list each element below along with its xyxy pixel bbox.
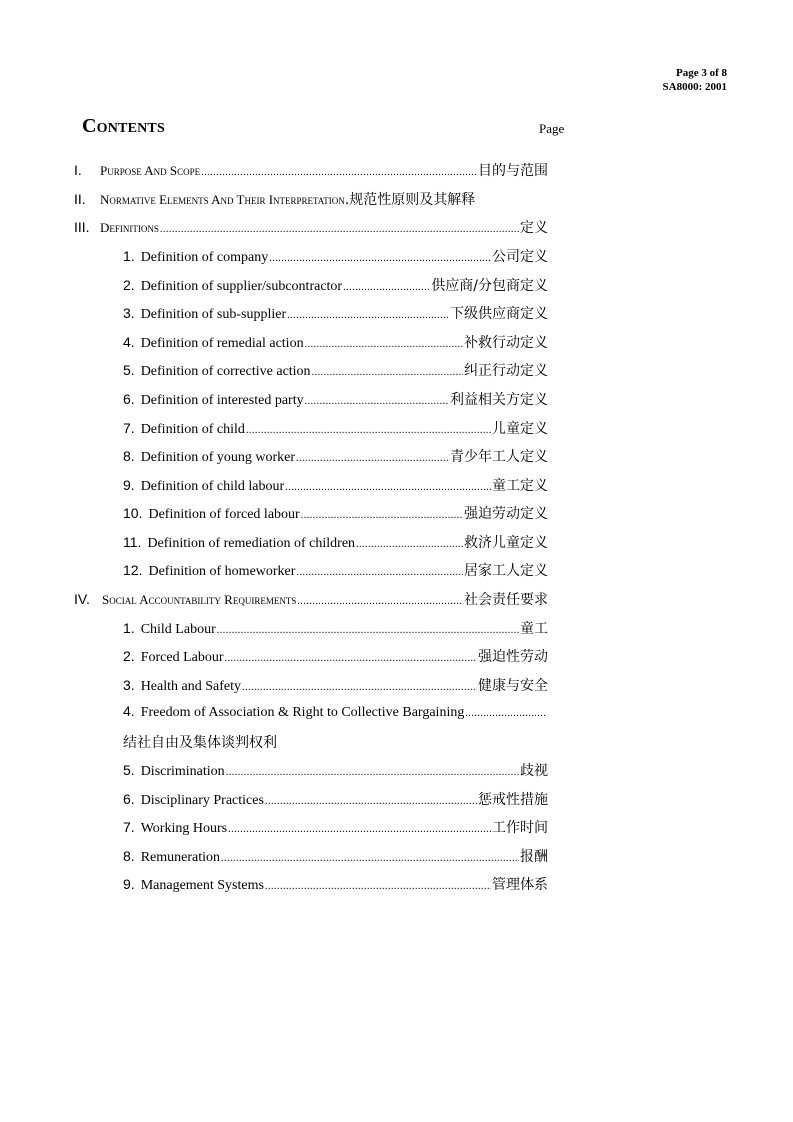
toc-chinese-label: 强迫劳动定义 <box>464 506 548 522</box>
toc-leader <box>225 653 478 664</box>
toc-label: Social Accountability Requirements <box>102 592 297 607</box>
toc-entry[interactable] <box>123 874 548 898</box>
toc-chinese-label: 童工定义 <box>492 478 548 494</box>
toc-chinese-label: 利益相关方定义 <box>450 392 548 408</box>
toc-label: Definitions <box>100 220 159 235</box>
toc-leader <box>265 796 477 807</box>
toc-entry[interactable] <box>123 446 548 470</box>
toc-label: Definition of young worker <box>140 450 296 465</box>
toc-leader <box>287 310 449 321</box>
toc-entry[interactable] <box>123 703 548 727</box>
toc-label: Forced Labour <box>140 650 224 665</box>
toc-chinese-label: 管理体系 <box>492 877 548 893</box>
toc-leader <box>246 425 491 436</box>
toc-entry[interactable] <box>123 817 548 841</box>
toc-label: Definition of remediation of children <box>147 536 356 551</box>
toc-number: 12. <box>123 562 143 578</box>
toc-label: Definition of forced labour <box>148 507 300 522</box>
toc-chinese-label: 救济儿童定义 <box>464 535 548 551</box>
toc-entry[interactable] <box>123 789 548 813</box>
toc-entry[interactable] <box>123 275 548 299</box>
toc-entry[interactable] <box>123 332 548 356</box>
toc-number: 4. <box>123 334 135 350</box>
toc-label: Definition of supplier/subcontractor <box>140 279 343 294</box>
toc-label: Definition of sub-supplier <box>140 307 287 322</box>
toc-entry[interactable] <box>74 189 548 213</box>
toc-number: 3. <box>123 677 135 693</box>
standard-label: SA8000: 2001 <box>662 81 727 93</box>
toc-entry[interactable] <box>123 360 548 384</box>
toc-number: 7. <box>123 420 135 436</box>
toc-label: Definition of child labour <box>140 479 285 494</box>
toc-number: IV. <box>74 591 90 607</box>
page-number: Page 3 of 8 <box>675 67 727 79</box>
toc-entry[interactable] <box>123 503 548 527</box>
toc-number: 5. <box>123 762 135 778</box>
toc-chinese-label: 歧视 <box>520 763 548 779</box>
toc-number: 9. <box>123 477 135 493</box>
toc-chinese-label: 目的与范围 <box>478 163 548 179</box>
toc-chinese-label: .规范性原则及其解释 <box>344 192 476 208</box>
toc-chinese-label: 童工 <box>520 621 548 637</box>
toc-chinese-label: 青少年工人定义 <box>450 449 548 465</box>
page-column-label: Page <box>539 121 565 136</box>
toc-entry[interactable] <box>123 846 548 870</box>
toc-chinese-label: 供应商/分包商定义 <box>431 278 548 294</box>
toc-number: 8. <box>123 848 135 864</box>
toc-leader <box>226 767 519 778</box>
toc-chinese-label: 居家工人定义 <box>464 563 548 579</box>
toc-leader <box>269 253 491 264</box>
toc-chinese-label: 报酬 <box>520 849 548 865</box>
toc-leader <box>305 396 449 407</box>
toc-label: Normative Elements And Their Interpretation <box>100 192 345 207</box>
toc-leader <box>312 367 463 378</box>
toc-label: Definition of company <box>140 250 269 265</box>
toc-chinese-label: 公司定义 <box>492 249 548 265</box>
toc-number: I. <box>74 162 82 178</box>
contents-title: Contents <box>82 115 165 137</box>
toc-leader <box>356 539 463 550</box>
toc-entry[interactable] <box>123 475 548 499</box>
toc-entry[interactable] <box>123 760 548 784</box>
toc-chinese-label: 社会责任要求 <box>464 592 548 608</box>
toc-label: Definition of remedial action <box>140 336 304 351</box>
toc-chinese-label: 纠正行动定义 <box>464 363 548 379</box>
toc-label: Child Labour <box>140 622 216 637</box>
toc-number: 6. <box>123 791 135 807</box>
toc-number: 9. <box>123 876 135 892</box>
toc-entry[interactable] <box>74 160 548 184</box>
toc-entry[interactable] <box>123 560 548 584</box>
toc-leader <box>296 567 463 578</box>
toc-number: 3. <box>123 305 135 321</box>
toc-label: Freedom of Association & Right to Collective Bargaining <box>140 705 465 720</box>
toc-number: 7. <box>123 819 135 835</box>
toc-leader <box>296 453 449 464</box>
toc-leader <box>343 282 430 293</box>
toc-number: 1. <box>123 620 135 636</box>
toc-label: Disciplinary Practices <box>140 793 264 808</box>
toc-label: Definition of homeworker <box>148 564 296 579</box>
toc-entry[interactable] <box>74 589 548 613</box>
toc-number: III. <box>74 219 90 235</box>
toc-number: II. <box>74 191 86 207</box>
toc-leader <box>285 482 491 493</box>
toc-chinese-label: 惩戒性措施 <box>478 792 548 808</box>
toc-chinese-label: 下级供应商定义 <box>450 306 548 322</box>
toc-number: 5. <box>123 362 135 378</box>
toc-number: 8. <box>123 448 135 464</box>
toc-leader <box>160 224 519 235</box>
toc-label: Definition of corrective action <box>140 364 311 379</box>
toc-label: Purpose And Scope <box>100 163 201 178</box>
toc-entry[interactable] <box>123 246 548 270</box>
toc-label: Definition of interested party <box>140 393 304 408</box>
toc-entry[interactable] <box>123 532 548 556</box>
toc-entry[interactable] <box>123 418 548 442</box>
toc-entry[interactable] <box>123 646 548 670</box>
toc-entry[interactable] <box>74 217 548 241</box>
toc-number: 2. <box>123 648 135 664</box>
toc-chinese-label: 补救行动定义 <box>464 335 548 351</box>
toc-number: 10. <box>123 505 143 521</box>
toc-label: Management Systems <box>140 878 264 893</box>
toc-chinese-label: 结社自由及集体谈判权利 <box>123 735 277 751</box>
toc-leader <box>465 708 547 719</box>
toc-number: 11. <box>123 534 142 550</box>
toc-entry[interactable] <box>123 389 548 413</box>
toc-chinese-label: 强迫性劳动 <box>478 649 548 665</box>
toc-number: 4. <box>123 703 135 719</box>
toc-entry[interactable] <box>123 303 548 327</box>
toc-leader <box>305 339 463 350</box>
toc-label: Definition of child <box>140 422 245 437</box>
toc-label: Working Hours <box>140 821 228 836</box>
toc-label: Remuneration <box>140 850 220 865</box>
toc-chinese-label: 定义 <box>520 220 548 236</box>
toc-entry[interactable] <box>123 618 548 642</box>
toc-label: Health and Safety <box>140 679 241 694</box>
toc-chinese-label: 儿童定义 <box>492 421 548 437</box>
toc-number: 2. <box>123 277 135 293</box>
toc-leader <box>265 881 491 892</box>
toc-number: 1. <box>123 248 135 264</box>
page-header <box>663 66 727 94</box>
toc-entry[interactable] <box>123 675 548 699</box>
toc-label: Discrimination <box>140 764 225 779</box>
toc-leader <box>301 510 463 521</box>
toc-leader <box>221 853 519 864</box>
toc-leader <box>217 625 519 636</box>
toc-leader <box>242 682 477 693</box>
toc-number: 6. <box>123 391 135 407</box>
toc-leader <box>297 596 463 607</box>
toc-chinese-label: 健康与安全 <box>478 678 548 694</box>
toc-chinese-label: 工作时间 <box>492 820 548 836</box>
toc-leader <box>201 167 477 178</box>
toc-leader <box>228 824 491 835</box>
